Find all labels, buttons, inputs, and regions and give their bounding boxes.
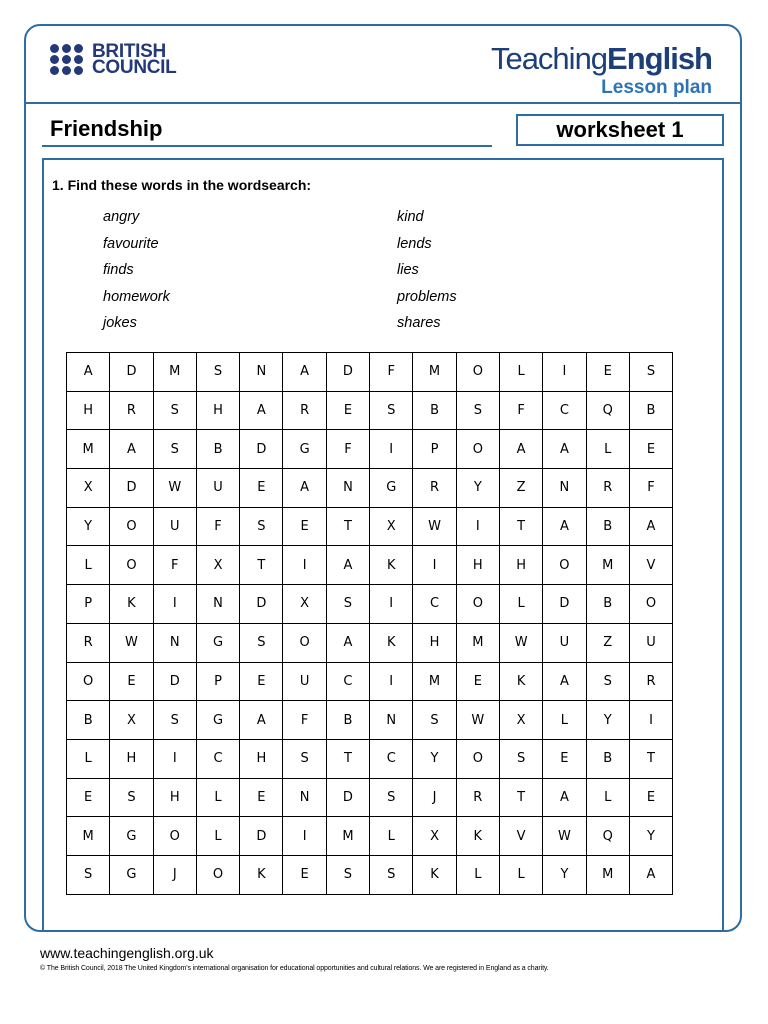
grid-cell: H bbox=[499, 546, 542, 585]
grid-cell: A bbox=[67, 353, 110, 392]
grid-cell: V bbox=[629, 546, 672, 585]
grid-cell: S bbox=[110, 778, 153, 817]
grid-cell: R bbox=[413, 469, 456, 508]
grid-cell: F bbox=[499, 391, 542, 430]
grid-cell: A bbox=[499, 430, 542, 469]
grid-cell: I bbox=[629, 701, 672, 740]
grid-cell: E bbox=[240, 469, 283, 508]
grid-cell: C bbox=[370, 739, 413, 778]
logo-line-1: BRITISH bbox=[92, 41, 166, 62]
footer-copyright: © The British Council, 2018 The United Kingdom's international organisation for educational opportunities and cultural relations. We are registered in England as a charity. bbox=[40, 965, 549, 972]
grid-cell: B bbox=[67, 701, 110, 740]
grid-cell: O bbox=[153, 817, 196, 856]
grid-cell: F bbox=[283, 701, 326, 740]
grid-cell: A bbox=[283, 353, 326, 392]
grid-cell: F bbox=[153, 546, 196, 585]
grid-cell: O bbox=[67, 662, 110, 701]
grid-cell: H bbox=[196, 391, 239, 430]
grid-cell: D bbox=[110, 353, 153, 392]
word-item: kind bbox=[397, 209, 424, 225]
grid-cell: C bbox=[413, 585, 456, 624]
grid-cell: S bbox=[456, 391, 499, 430]
grid-cell: E bbox=[629, 778, 672, 817]
grid-cell: P bbox=[67, 585, 110, 624]
grid-cell: B bbox=[413, 391, 456, 430]
word-item: finds bbox=[103, 262, 134, 279]
grid-cell: U bbox=[283, 662, 326, 701]
grid-cell: M bbox=[67, 817, 110, 856]
grid-cell: D bbox=[326, 778, 369, 817]
grid-cell: G bbox=[196, 623, 239, 662]
grid-cell: M bbox=[67, 430, 110, 469]
grid-cell: S bbox=[240, 623, 283, 662]
grid-cell: E bbox=[283, 507, 326, 546]
grid-cell: L bbox=[196, 778, 239, 817]
grid-cell: W bbox=[543, 817, 586, 856]
grid-cell: N bbox=[283, 778, 326, 817]
grid-cell: S bbox=[370, 778, 413, 817]
grid-cell: S bbox=[629, 353, 672, 392]
grid-cell: B bbox=[629, 391, 672, 430]
grid-cell: U bbox=[153, 507, 196, 546]
grid-cell: X bbox=[196, 546, 239, 585]
wordsearch-grid bbox=[66, 352, 673, 895]
worksheet-label: worksheet 1 bbox=[516, 114, 724, 146]
grid-row bbox=[67, 701, 673, 740]
grid-cell: O bbox=[456, 430, 499, 469]
grid-cell: Q bbox=[586, 817, 629, 856]
grid-cell: G bbox=[370, 469, 413, 508]
grid-cell: U bbox=[629, 623, 672, 662]
grid-cell: G bbox=[196, 701, 239, 740]
grid-row bbox=[67, 739, 673, 778]
logo-dots-icon bbox=[50, 44, 86, 76]
grid-row bbox=[67, 507, 673, 546]
grid-cell: R bbox=[456, 778, 499, 817]
grid-cell: F bbox=[326, 430, 369, 469]
grid-cell: O bbox=[110, 507, 153, 546]
grid-cell: T bbox=[499, 778, 542, 817]
grid-cell: F bbox=[196, 507, 239, 546]
grid-cell: A bbox=[543, 778, 586, 817]
grid-cell: L bbox=[499, 855, 542, 894]
grid-cell: F bbox=[370, 353, 413, 392]
grid-cell: X bbox=[413, 817, 456, 856]
grid-cell: T bbox=[240, 546, 283, 585]
grid-cell: D bbox=[153, 662, 196, 701]
grid-cell: Y bbox=[413, 739, 456, 778]
grid-cell: O bbox=[196, 855, 239, 894]
grid-cell: D bbox=[543, 585, 586, 624]
grid-cell: B bbox=[586, 585, 629, 624]
grid-cell: E bbox=[629, 430, 672, 469]
word-item: lends bbox=[397, 235, 432, 252]
grid-cell: C bbox=[326, 662, 369, 701]
grid-cell: A bbox=[110, 430, 153, 469]
grid-cell: I bbox=[456, 507, 499, 546]
grid-cell: N bbox=[153, 623, 196, 662]
grid-cell: X bbox=[499, 701, 542, 740]
grid-cell: Z bbox=[499, 469, 542, 508]
grid-cell: E bbox=[110, 662, 153, 701]
grid-row bbox=[67, 623, 673, 662]
grid-cell: K bbox=[110, 585, 153, 624]
grid-cell: A bbox=[240, 391, 283, 430]
grid-cell: I bbox=[153, 585, 196, 624]
grid-cell: O bbox=[110, 546, 153, 585]
grid-cell: L bbox=[456, 855, 499, 894]
grid-cell: E bbox=[67, 778, 110, 817]
grid-cell: M bbox=[413, 662, 456, 701]
grid-cell: L bbox=[67, 739, 110, 778]
grid-cell: S bbox=[413, 701, 456, 740]
word-item: favourite bbox=[103, 235, 159, 252]
grid-cell: E bbox=[586, 353, 629, 392]
grid-cell: A bbox=[326, 546, 369, 585]
grid-cell: S bbox=[283, 739, 326, 778]
grid-cell: M bbox=[153, 353, 196, 392]
grid-cell: S bbox=[326, 585, 369, 624]
grid-cell: O bbox=[283, 623, 326, 662]
grid-cell: W bbox=[110, 623, 153, 662]
grid-cell: G bbox=[110, 855, 153, 894]
grid-cell: A bbox=[326, 623, 369, 662]
grid-cell: M bbox=[586, 546, 629, 585]
grid-cell: L bbox=[586, 778, 629, 817]
grid-cell: M bbox=[456, 623, 499, 662]
grid-cell: C bbox=[543, 391, 586, 430]
grid-cell: V bbox=[499, 817, 542, 856]
grid-cell: B bbox=[586, 739, 629, 778]
grid-cell: D bbox=[240, 585, 283, 624]
grid-cell: L bbox=[499, 585, 542, 624]
grid-cell: P bbox=[413, 430, 456, 469]
grid-row bbox=[67, 662, 673, 701]
grid-cell: Z bbox=[586, 623, 629, 662]
grid-cell: I bbox=[370, 662, 413, 701]
grid-cell: B bbox=[326, 701, 369, 740]
grid-cell: E bbox=[543, 739, 586, 778]
grid-cell: R bbox=[586, 469, 629, 508]
grid-cell: A bbox=[543, 507, 586, 546]
grid-cell: T bbox=[326, 739, 369, 778]
grid-cell: E bbox=[283, 855, 326, 894]
grid-cell: S bbox=[153, 701, 196, 740]
grid-cell: A bbox=[543, 662, 586, 701]
grid-cell: D bbox=[326, 353, 369, 392]
grid-cell: N bbox=[240, 353, 283, 392]
grid-cell: E bbox=[240, 778, 283, 817]
grid-cell: H bbox=[153, 778, 196, 817]
grid-cell: G bbox=[110, 817, 153, 856]
grid-cell: O bbox=[456, 353, 499, 392]
grid-cell: M bbox=[413, 353, 456, 392]
brand-light: Teaching bbox=[490, 41, 608, 76]
grid-cell: I bbox=[283, 546, 326, 585]
question-text: 1. Find these words in the wordsearch: bbox=[52, 177, 312, 193]
grid-cell: H bbox=[456, 546, 499, 585]
grid-cell: B bbox=[586, 507, 629, 546]
word-item: lies bbox=[397, 262, 419, 279]
word-item: problems bbox=[397, 288, 457, 305]
grid-cell: T bbox=[499, 507, 542, 546]
teaching-english-brand bbox=[491, 42, 712, 100]
grid-cell: R bbox=[629, 662, 672, 701]
grid-cell: B bbox=[196, 430, 239, 469]
grid-row bbox=[67, 855, 673, 894]
grid-cell: I bbox=[543, 353, 586, 392]
british-council-logo bbox=[50, 41, 177, 78]
grid-cell: T bbox=[629, 739, 672, 778]
grid-cell: O bbox=[629, 585, 672, 624]
grid-cell: K bbox=[240, 855, 283, 894]
grid-cell: A bbox=[629, 855, 672, 894]
grid-cell: S bbox=[153, 430, 196, 469]
grid-cell: X bbox=[110, 701, 153, 740]
grid-cell: E bbox=[240, 662, 283, 701]
grid-row bbox=[67, 469, 673, 508]
title-underline bbox=[42, 145, 492, 147]
grid-cell: I bbox=[413, 546, 456, 585]
grid-row bbox=[67, 391, 673, 430]
grid-cell: J bbox=[153, 855, 196, 894]
grid-cell: H bbox=[413, 623, 456, 662]
grid-cell: R bbox=[110, 391, 153, 430]
grid-cell: W bbox=[499, 623, 542, 662]
grid-cell: M bbox=[586, 855, 629, 894]
grid-cell: W bbox=[456, 701, 499, 740]
grid-cell: S bbox=[370, 391, 413, 430]
grid-cell: H bbox=[240, 739, 283, 778]
grid-cell: Y bbox=[456, 469, 499, 508]
grid-cell: L bbox=[67, 546, 110, 585]
grid-cell: N bbox=[326, 469, 369, 508]
grid-cell: S bbox=[240, 507, 283, 546]
grid-cell: N bbox=[543, 469, 586, 508]
grid-cell: R bbox=[67, 623, 110, 662]
grid-cell: X bbox=[283, 585, 326, 624]
grid-cell: Y bbox=[586, 701, 629, 740]
word-item: angry bbox=[103, 209, 140, 225]
grid-cell: U bbox=[196, 469, 239, 508]
grid-cell: U bbox=[543, 623, 586, 662]
grid-cell: R bbox=[283, 391, 326, 430]
grid-cell: S bbox=[196, 353, 239, 392]
grid-row bbox=[67, 353, 673, 392]
grid-cell: Y bbox=[543, 855, 586, 894]
grid-row bbox=[67, 430, 673, 469]
grid-cell: S bbox=[326, 855, 369, 894]
grid-cell: L bbox=[499, 353, 542, 392]
grid-cell: S bbox=[499, 739, 542, 778]
grid-cell: C bbox=[196, 739, 239, 778]
grid-cell: K bbox=[370, 546, 413, 585]
grid-cell: L bbox=[586, 430, 629, 469]
grid-cell: K bbox=[456, 817, 499, 856]
grid-cell: S bbox=[153, 391, 196, 430]
grid-cell: Q bbox=[586, 391, 629, 430]
grid-cell: D bbox=[240, 430, 283, 469]
grid-cell: W bbox=[413, 507, 456, 546]
grid-cell: K bbox=[370, 623, 413, 662]
footer-url: www.teachingenglish.org.uk bbox=[40, 945, 214, 961]
logo-line-2: COUNCIL bbox=[92, 57, 177, 78]
page-title: Friendship bbox=[50, 116, 163, 141]
grid-cell: L bbox=[543, 701, 586, 740]
grid-cell: J bbox=[413, 778, 456, 817]
grid-cell: G bbox=[283, 430, 326, 469]
grid-cell: F bbox=[629, 469, 672, 508]
grid-cell: D bbox=[240, 817, 283, 856]
grid-cell: X bbox=[370, 507, 413, 546]
header-divider bbox=[24, 102, 742, 104]
grid-cell: I bbox=[370, 585, 413, 624]
grid-cell: S bbox=[67, 855, 110, 894]
brand-bold: English bbox=[607, 41, 712, 76]
word-item: jokes bbox=[103, 315, 137, 332]
grid-cell: A bbox=[283, 469, 326, 508]
grid-row bbox=[67, 585, 673, 624]
grid-cell: Y bbox=[67, 507, 110, 546]
grid-cell: Y bbox=[629, 817, 672, 856]
word-item: homework bbox=[103, 288, 170, 305]
grid-cell: L bbox=[370, 817, 413, 856]
grid-row bbox=[67, 546, 673, 585]
grid-cell: I bbox=[153, 739, 196, 778]
grid-cell: I bbox=[283, 817, 326, 856]
lesson-plan-label: Lesson plan bbox=[601, 77, 712, 98]
grid-row bbox=[67, 778, 673, 817]
grid-cell: O bbox=[456, 585, 499, 624]
grid-cell: A bbox=[629, 507, 672, 546]
grid-cell: O bbox=[456, 739, 499, 778]
grid-cell: K bbox=[413, 855, 456, 894]
word-item: shares bbox=[397, 315, 441, 332]
grid-cell: S bbox=[586, 662, 629, 701]
grid-cell: I bbox=[370, 430, 413, 469]
grid-cell: S bbox=[370, 855, 413, 894]
grid-cell: L bbox=[196, 817, 239, 856]
grid-cell: T bbox=[326, 507, 369, 546]
grid-cell: E bbox=[456, 662, 499, 701]
grid-cell: M bbox=[326, 817, 369, 856]
grid-cell: N bbox=[196, 585, 239, 624]
grid-cell: P bbox=[196, 662, 239, 701]
grid-row bbox=[67, 817, 673, 856]
grid-cell: H bbox=[110, 739, 153, 778]
grid-cell: K bbox=[499, 662, 542, 701]
grid-cell: O bbox=[543, 546, 586, 585]
grid-cell: N bbox=[370, 701, 413, 740]
grid-cell: D bbox=[110, 469, 153, 508]
grid-cell: W bbox=[153, 469, 196, 508]
grid-cell: X bbox=[67, 469, 110, 508]
grid-cell: A bbox=[240, 701, 283, 740]
grid-cell: E bbox=[326, 391, 369, 430]
grid-cell: H bbox=[67, 391, 110, 430]
grid-cell: A bbox=[543, 430, 586, 469]
